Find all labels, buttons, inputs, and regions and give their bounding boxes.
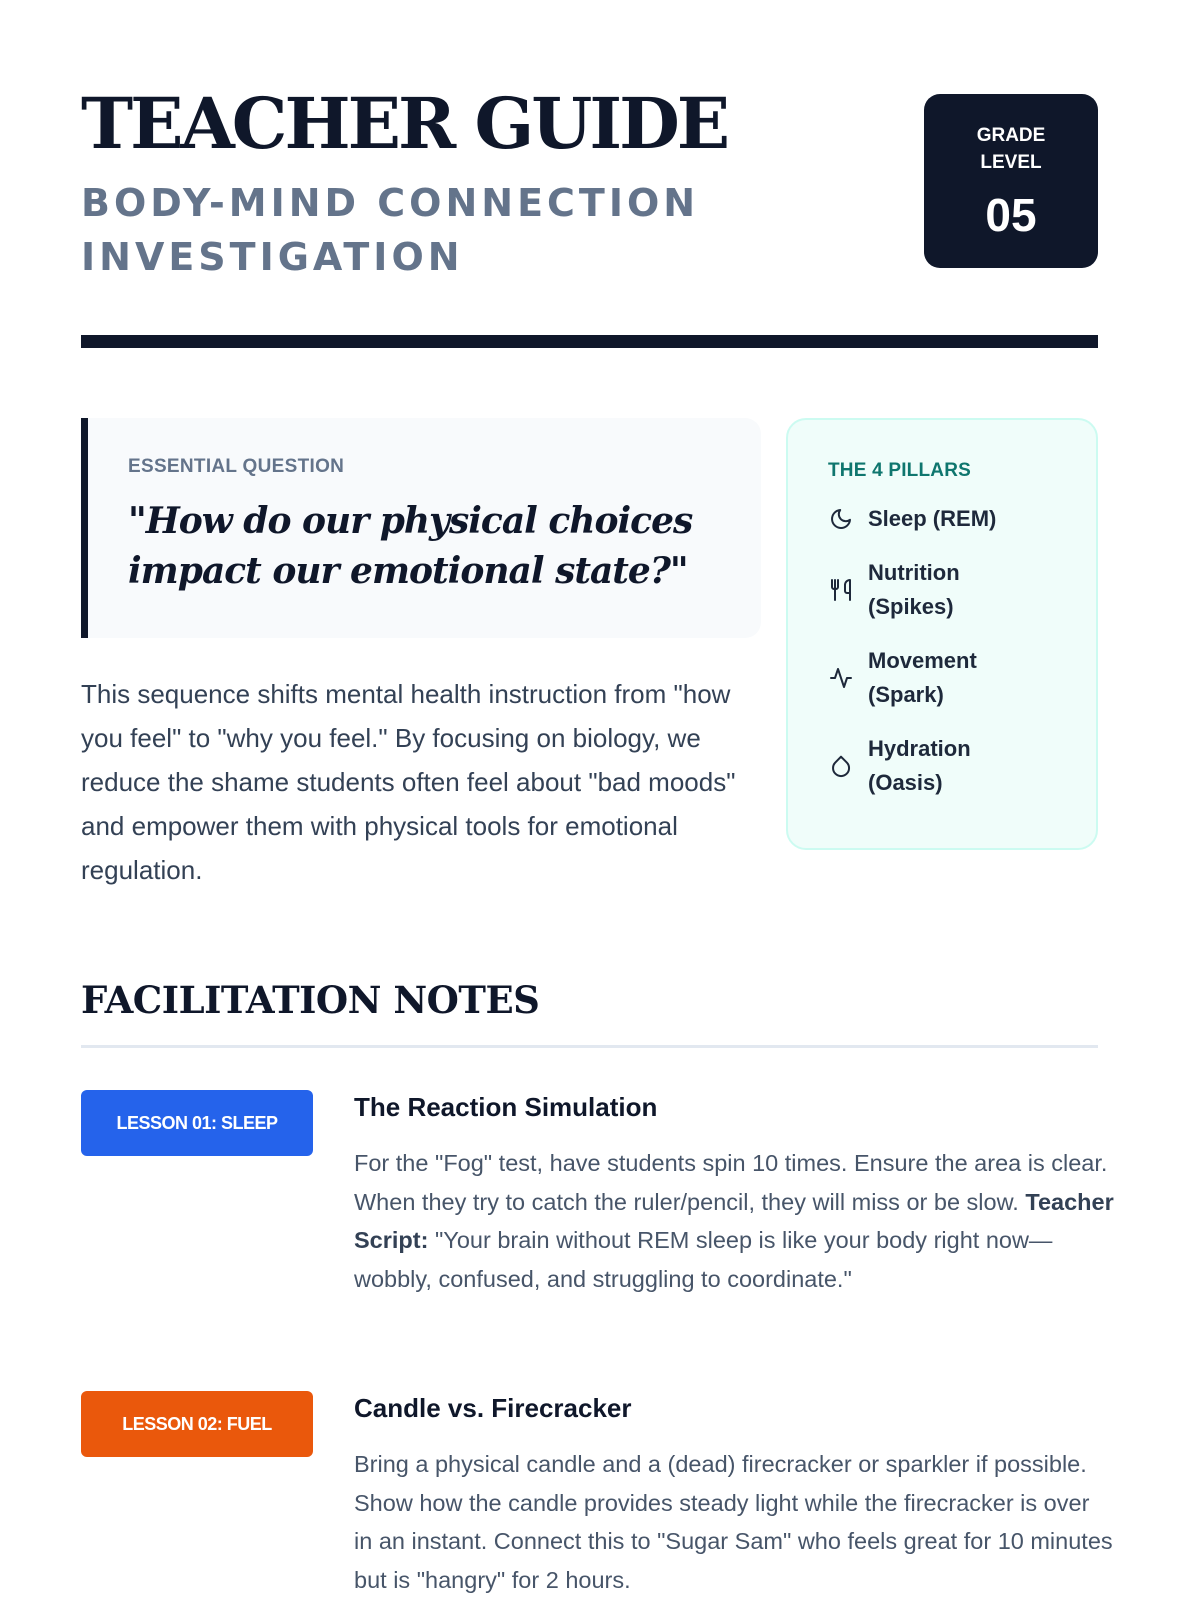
pillar-item-hydration: [828, 732, 1096, 800]
pulse-icon: [828, 665, 854, 691]
essential-question-text: "How do our physical choices impact our emotional state?": [128, 500, 693, 592]
pillar-label: Hydration (Oasis): [868, 736, 971, 795]
intro-paragraph: This sequence shifts mental health instruction from "how you feel" to "why you feel." By focusing on biology, we reduce the shame students often feel about "bad moods" and empower them with physical tools for emotional regulation.: [81, 679, 736, 885]
pillar-item-sleep: [828, 502, 1096, 536]
essential-question-box: [81, 418, 761, 638]
lesson-body: [354, 1144, 1114, 1298]
grade-level-badge: [924, 94, 1098, 268]
lesson-badge: LESSON 01: SLEEP: [81, 1090, 313, 1156]
moon-icon: [828, 506, 854, 532]
pillar-item-nutrition: [828, 556, 1096, 624]
lesson-body-end: "Your brain without REM sleep is like your body right now—wobbly, confused, and struggling to coordinate.": [354, 1227, 1053, 1292]
droplet-icon: [828, 753, 854, 779]
overview-section: [81, 350, 1098, 910]
pillar-label: Nutrition (Spikes): [868, 560, 960, 619]
facilitation-notes-heading: FACILITATION NOTES: [81, 978, 540, 1022]
grade-level-label: GRADE LEVEL: [976, 125, 1046, 173]
page-subtitle: BODY-MIND CONNECTION INVESTIGATION: [81, 181, 700, 279]
grade-level-value: 05: [985, 189, 1037, 241]
lesson-title: The Reaction Simulation: [354, 1092, 658, 1122]
lesson-body-start: For the "Fog" test, have students spin 10 times. Ensure the area is clear. When they try to catch the ruler/pencil, they will miss or be slow.: [354, 1150, 1108, 1215]
lesson-title: Candle vs. Firecracker: [354, 1393, 632, 1423]
pillar-item-movement: [828, 644, 1096, 712]
pillars-card: [786, 418, 1098, 850]
header-divider: [81, 335, 1098, 348]
lesson-body: Bring a physical candle and a (dead) firecracker or sparkler if possible. Show how the candle provides steady light while the firecracker is over in an instant. Connect this to "Sugar Sam" who feels great for 10 minutes but is "hangry" for 2 hours.: [354, 1451, 1113, 1593]
pillar-label: Movement (Spark): [868, 648, 977, 707]
header: [81, 0, 1098, 350]
teacher-script-label: Teacher Script:: [354, 1188, 1114, 1253]
pillar-label: Sleep (REM): [868, 506, 997, 531]
page-title: TEACHER GUIDE: [81, 82, 728, 165]
facilitation-divider: [81, 1045, 1098, 1048]
essential-question-label: ESSENTIAL QUESTION: [128, 456, 345, 477]
utensils-icon: [828, 577, 854, 603]
lesson-badge: LESSON 02: FUEL: [81, 1391, 313, 1457]
pillars-title: THE 4 PILLARS: [828, 460, 972, 481]
